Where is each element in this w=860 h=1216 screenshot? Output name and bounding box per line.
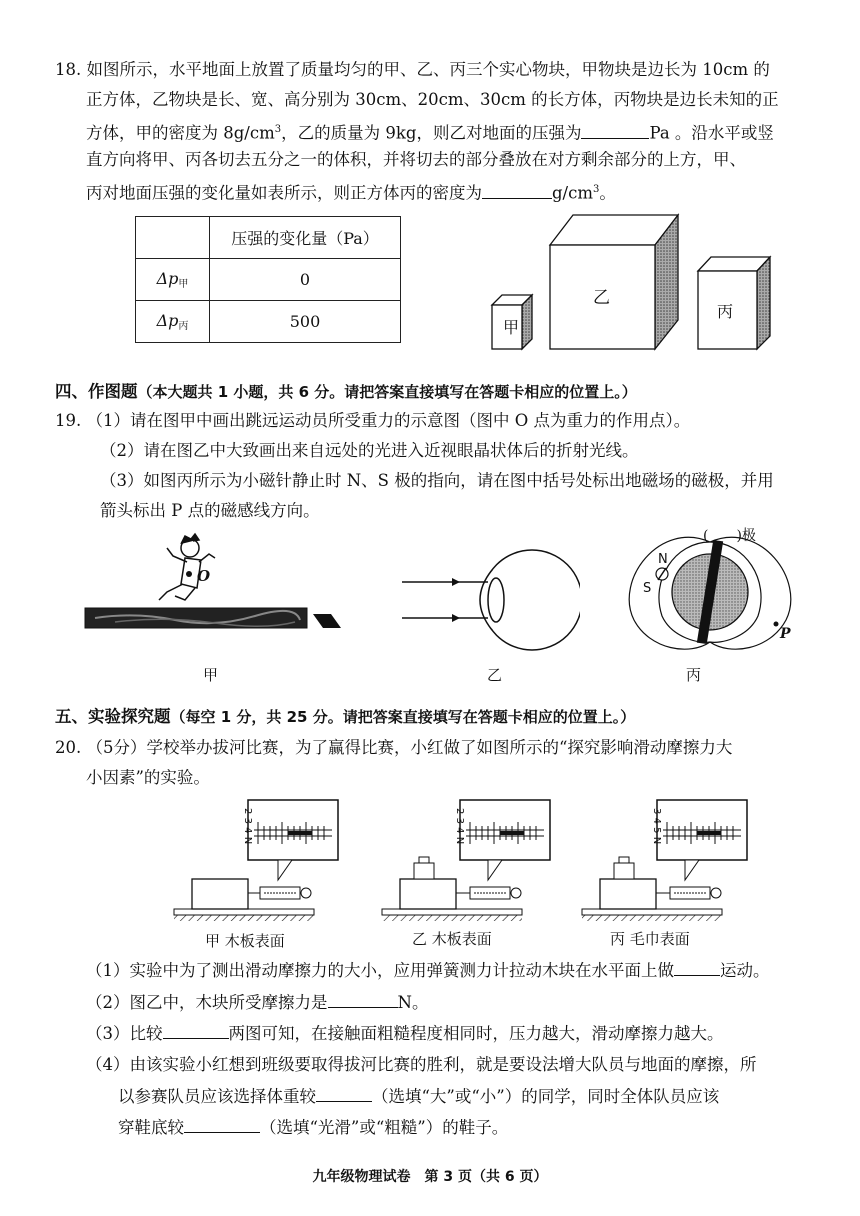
q20-answer-blank-4[interactable]: [316, 1085, 372, 1102]
friction-experiment-figure: [170, 795, 810, 930]
q18-line5-sup: 3: [593, 184, 600, 195]
q20-line1: 20. （5分）学校举办拔河比赛，为了赢得比赛，小红做了如图所示的“探究影响滑动摩擦力大: [55, 738, 733, 757]
section4-title: 四、作图题: [55, 382, 138, 401]
section5-heading: [55, 706, 635, 728]
q18-line3: [86, 119, 774, 145]
table-row-label: Δp丙: [136, 301, 210, 343]
q20-sub1: （1）实验中为了测出滑动摩擦力的大小，应用弹簧测力计拉动木块在水平面上做 运动。: [86, 961, 770, 980]
block-jia-label: 甲: [503, 318, 520, 337]
lens-icon: [488, 578, 504, 622]
table-row: [136, 259, 401, 301]
page-footer: 九年级物理试卷 第 3 页（共 6 页）: [312, 1169, 548, 1185]
q18-answer-blank-2[interactable]: [482, 182, 552, 199]
block-bing-label: 丙: [717, 302, 734, 321]
weight-icon: [614, 863, 634, 879]
setup-jia: [174, 800, 338, 921]
q20-answer-blank-3[interactable]: [163, 1022, 229, 1039]
q18-line3-mid: ，乙的质量为 9kg，则乙对地面的压强为: [281, 123, 582, 143]
q19-line4: 箭头标出 P 点的磁感线方向。: [100, 501, 320, 520]
q19-line1: 19. （1）请在图甲中画出跳远运动员所受重力的示意图（图中 O 点为重力的作用点）。: [55, 411, 691, 430]
q20-sub2: （2）图乙中，木块所受摩擦力是 N。: [86, 993, 429, 1012]
q18-line5-tail: 。: [599, 183, 616, 203]
caption-setup-yi: 乙 木板表面: [412, 930, 492, 948]
table-row-value: 0: [210, 259, 401, 301]
table-row: [136, 301, 401, 343]
q18-line4: 直方向将甲、丙各切去五分之一的体积，并将切去的部分叠放在对方剩余部分的上方，甲、: [86, 150, 746, 169]
q19-line2: （2）请在图乙中大致画出来自远处的光进入近视眼晶状体后的折射光线。: [100, 441, 639, 460]
scale-bing-numbers: 3 4 5 N: [651, 808, 662, 845]
q18-line3-sup: 3: [274, 124, 282, 135]
q20-answer-blank-1[interactable]: [674, 959, 720, 976]
section5-title: 五、实验探究题: [55, 707, 171, 726]
q18-line5-unit: g/cm: [552, 183, 594, 203]
section4-heading: [55, 381, 637, 403]
q18-line2: 正方体，乙物块是长、宽、高分别为 30cm、20cm、30cm 的长方体，丙物块是边长未知的正: [86, 90, 779, 109]
label-n: N: [658, 552, 668, 567]
q19-line3: （3）如图丙所示为小磁针静止时 N、S 极的指向，请在图中括号处标出地磁场的磁极，并用: [100, 471, 774, 490]
q20-sub4-line1: （4）由该实验小红想到班级要取得拔河比赛的胜利，就是要设法增大队员与地面的摩擦，所: [86, 1055, 757, 1074]
q18-line3-unit: Pa 。沿水平或竖: [649, 123, 774, 143]
blocks-figure: [480, 205, 780, 355]
table-row-label: Δp甲: [136, 259, 210, 301]
pressure-change-table: [135, 216, 401, 343]
label-p: P: [780, 626, 791, 642]
caption-setup-jia: 甲 木板表面: [205, 932, 285, 950]
q18-answer-blank-1[interactable]: [581, 122, 649, 139]
caption-yi: 乙: [487, 666, 503, 684]
table-row-value: 500: [210, 301, 401, 343]
scale-jia-numbers: 2 3 4 N: [242, 808, 253, 845]
pole-bracket[interactable]: ( )极: [703, 528, 756, 544]
label-s: S: [643, 581, 652, 596]
point-p: [774, 622, 779, 627]
point-o-label: O: [197, 567, 211, 585]
q20-sub4-line2: 以参赛队员应该选择体重较 （选填“大”或“小”）的同学，同时全体队员应该: [118, 1087, 720, 1106]
eye-figure: [400, 548, 580, 658]
table-header: 压强的变化量（Pa）: [210, 217, 401, 259]
setup-yi: [382, 800, 550, 921]
q20-line2: 小因素”的实验。: [86, 768, 210, 787]
block-yi-label: 乙: [593, 288, 610, 308]
section5-note: （每空 1 分，共 25 分。请把答案直接填写在答题卡相应的位置上。）: [170, 708, 636, 726]
q20-sub3: （3）比较 两图可知，在接触面粗糙程度相同时，压力越大，滑动摩擦力越大。: [86, 1024, 724, 1043]
section4-note: （本大题共 1 小题，共 6 分。请把答案直接填写在答题卡相应的位置上。）: [137, 383, 637, 401]
caption-jia: 甲: [203, 666, 219, 684]
block-bing: [698, 257, 770, 349]
scale-yi-numbers: 2 3 4 N: [454, 808, 465, 845]
gravity-point-o: [186, 571, 192, 577]
q20-answer-blank-2[interactable]: [328, 991, 398, 1008]
q18-line5: [86, 179, 616, 205]
weight-icon: [414, 863, 434, 879]
q18-line3-text: 方体，甲的密度为 8g/cm: [86, 123, 275, 143]
table-corner-cell: [136, 217, 210, 259]
long-jump-figure: [75, 530, 355, 645]
takeoff-board: [313, 614, 341, 628]
q20-answer-blank-5[interactable]: [184, 1116, 260, 1133]
block-yi: [550, 215, 678, 349]
caption-bing: 丙: [686, 666, 702, 684]
q18-line5-text: 丙对地面压强的变化量如表所示，则正方体丙的密度为: [86, 183, 482, 203]
setup-bing: [582, 800, 747, 921]
q20-sub4-line3: 穿鞋底较 （选填“光滑”或“粗糙”）的鞋子。: [118, 1118, 509, 1137]
caption-setup-bing: 丙 毛巾表面: [610, 930, 690, 948]
q18-line1: 18. 如图所示，水平地面上放置了质量均匀的甲、乙、丙三个实心物块，甲物块是边长为 10cm 的: [55, 60, 770, 79]
